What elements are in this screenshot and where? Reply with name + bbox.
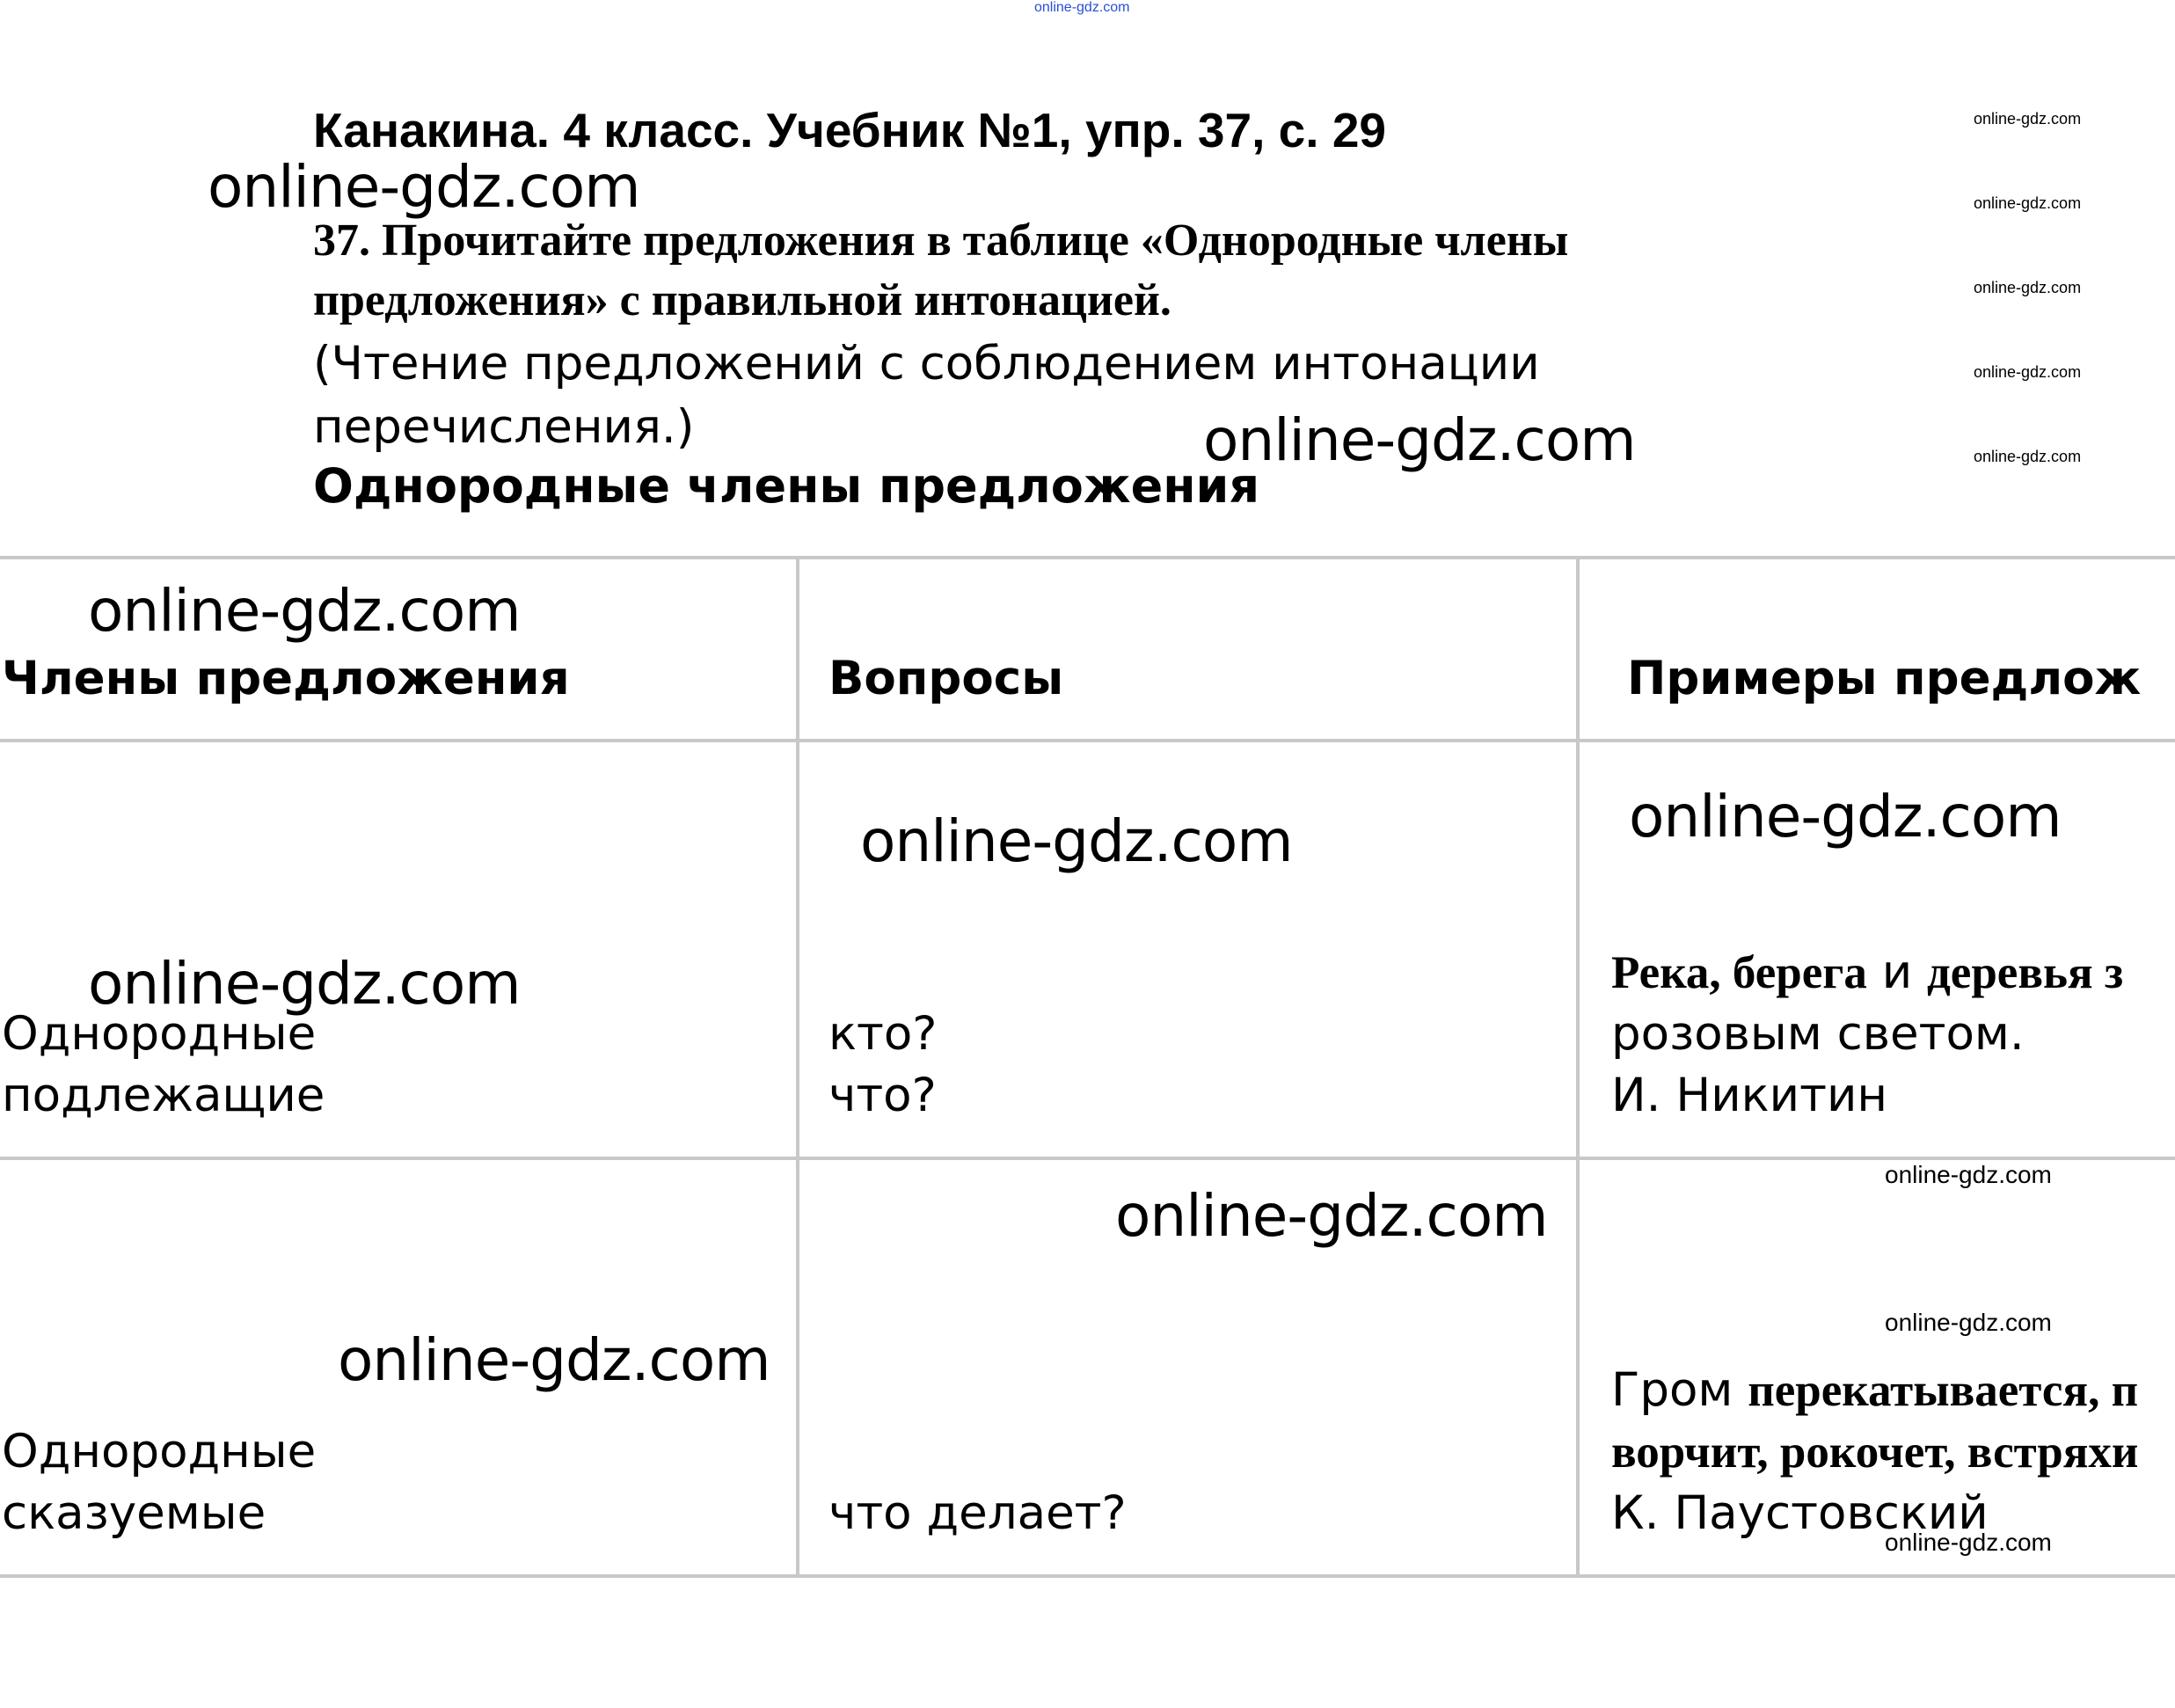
example-line: ворчит, рокочет, встряхи bbox=[1611, 1427, 2139, 1478]
table-border-top bbox=[0, 556, 2175, 559]
table-title: Однородные члены предложения bbox=[313, 458, 1260, 514]
table-row-questions bbox=[828, 1483, 1127, 1544]
column-header-examples: Примеры предлож bbox=[1627, 652, 2142, 705]
watermark: online-gdz.com bbox=[1203, 406, 1636, 474]
question-line: что делает? bbox=[828, 1486, 1127, 1540]
table-row-questions bbox=[828, 1004, 937, 1127]
answer-text: (Чтение предложений с соблюдением интонации перечисления.) bbox=[313, 337, 1540, 454]
watermark: online-gdz.com bbox=[1885, 1161, 2052, 1188]
example-author: И. Никитин bbox=[1611, 1069, 1888, 1122]
watermark: online-gdz.com bbox=[88, 577, 521, 645]
member-line: Однородные bbox=[2, 1007, 317, 1061]
member-line: подлежащие bbox=[2, 1069, 325, 1122]
side-watermark: online-gdz.com bbox=[1974, 279, 2082, 296]
watermark: online-gdz.com bbox=[860, 807, 1293, 875]
table-row-member bbox=[2, 1004, 325, 1127]
example-author: К. Паустовский bbox=[1611, 1486, 1989, 1540]
watermark: online-gdz.com bbox=[1115, 1182, 1548, 1250]
example-line bbox=[1611, 942, 2123, 1004]
side-watermark: online-gdz.com bbox=[1974, 194, 2082, 212]
table-row-divider bbox=[0, 739, 2175, 742]
example-line: розовым светом. bbox=[1611, 1007, 2025, 1061]
question-line: кто? bbox=[828, 1007, 938, 1061]
watermark: online-gdz.com bbox=[208, 153, 640, 221]
example-bold-fragment: Река, берега bbox=[1611, 947, 1867, 998]
column-header-questions: Вопросы bbox=[828, 652, 1064, 705]
member-line: сказуемые bbox=[2, 1486, 266, 1540]
table-row-example bbox=[1611, 1360, 2138, 1544]
page-title: Канакина. 4 класс. Учебник №1, упр. 37, с. 29 bbox=[313, 103, 1386, 157]
side-watermark: online-gdz.com bbox=[1974, 363, 2082, 381]
watermark: online-gdz.com bbox=[1629, 783, 2062, 850]
example-line bbox=[1611, 1360, 2138, 1421]
column-header-members: Члены предложения bbox=[2, 652, 570, 705]
example-normal-fragment: и bbox=[1881, 945, 1913, 999]
table-border-bottom bbox=[0, 1574, 2175, 1578]
table-row-member bbox=[2, 1421, 316, 1544]
task-text: 37. Прочитайте предложения в таблице «Однородные члены предложения» с правильной интонацией. bbox=[313, 215, 1569, 325]
watermark: online-gdz.com bbox=[1885, 1529, 2052, 1556]
member-line: Однородные bbox=[2, 1425, 317, 1478]
table-column-divider bbox=[1576, 556, 1580, 1578]
watermark: online-gdz.com bbox=[1885, 1309, 2052, 1336]
example-bold-fragment: перекатывается, п bbox=[1748, 1365, 2139, 1416]
watermark: online-gdz.com bbox=[88, 950, 521, 1018]
watermark: online-gdz.com bbox=[338, 1326, 770, 1394]
top-watermark: online-gdz.com bbox=[1034, 0, 1130, 15]
example-normal-fragment: Гром bbox=[1611, 1363, 1733, 1417]
table-column-divider bbox=[796, 556, 799, 1578]
side-watermark: online-gdz.com bbox=[1974, 110, 2082, 128]
question-line: что? bbox=[828, 1069, 937, 1122]
table-row-divider bbox=[0, 1157, 2175, 1160]
table-row-example bbox=[1611, 942, 2123, 1127]
side-watermark: online-gdz.com bbox=[1974, 448, 2082, 465]
example-bold-fragment: деревья з bbox=[1927, 947, 2124, 998]
